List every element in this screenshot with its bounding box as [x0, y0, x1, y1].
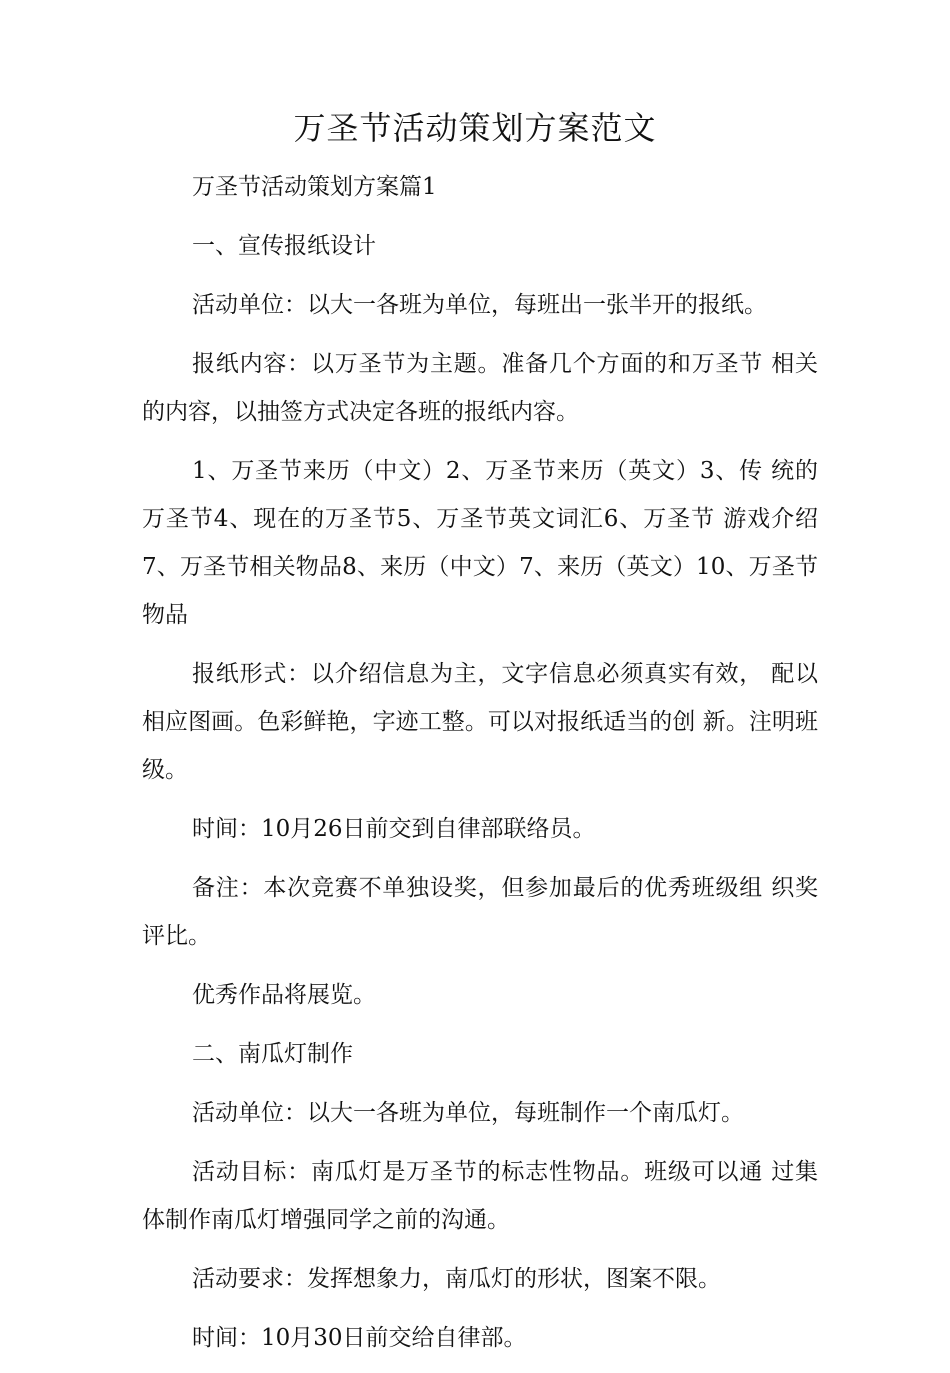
document-title: 万圣节活动策划方案范文 — [293, 109, 657, 147]
paragraph-remarks: 备注：本次竞赛不单独设奖，但参加最后的优秀班级组 织奖评比。 — [142, 875, 818, 949]
paragraph-activity-unit: 活动单位：以大一各班为单位，每班出一张半开的报纸。 — [192, 292, 767, 318]
paragraph-topic-list: 1、万圣节来历（中文）2、万圣节来历（英文）3、传 统的万圣节4、现在的万圣节5、万圣节英文词汇6、万圣节 游戏介绍7、万圣节相关物品8、来历（中文）7、来历（英文）10、万圣节物品 — [142, 458, 818, 628]
paragraph-newspaper-form: 报纸形式：以介绍信息为主，文字信息必须真实有效， 配以相应图画。色彩鲜艳，字迹工整。可以对报纸适当的创 新。注明班级。 — [142, 661, 818, 783]
paragraph-pumpkin-unit: 活动单位：以大一各班为单位，每班制作一个南瓜灯。 — [192, 1100, 744, 1126]
document-body — [142, 163, 818, 1373]
section-heading-pumpkin: 二、南瓜灯制作 — [192, 1041, 353, 1067]
paragraph-deadline: 时间：10月26日前交到自律部联络员。 — [192, 816, 596, 842]
section-heading-article: 万圣节活动策划方案篇1 — [192, 174, 437, 200]
paragraph-exhibition: 优秀作品将展览。 — [192, 982, 376, 1008]
section-heading-newspaper: 一、宣传报纸设计 — [192, 233, 376, 259]
paragraph-newspaper-content: 报纸内容：以万圣节为主题。准备几个方面的和万圣节 相关的内容，以抽签方式决定各班的报纸内容。 — [142, 351, 818, 425]
paragraph-pumpkin-requirements: 活动要求：发挥想象力，南瓜灯的形状，图案不限。 — [192, 1266, 721, 1292]
paragraph-pumpkin-deadline: 时间：10月30日前交给自律部。 — [192, 1325, 527, 1351]
paragraph-pumpkin-goal: 活动目标：南瓜灯是万圣节的标志性物品。班级可以通 过集体制作南瓜灯增强同学之前的沟通。 — [142, 1159, 818, 1233]
